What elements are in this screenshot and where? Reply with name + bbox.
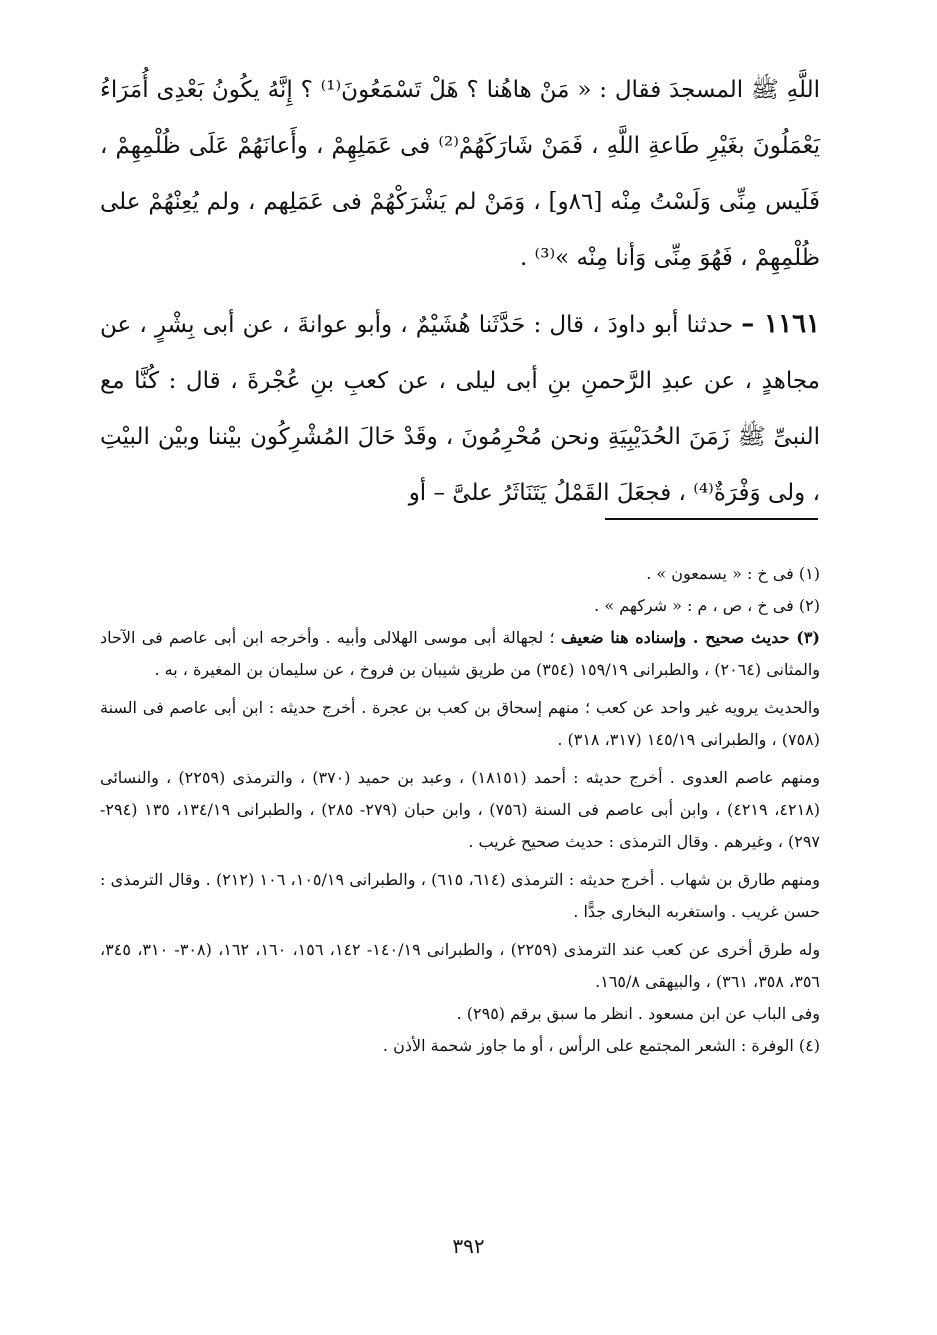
hadith-paragraph xyxy=(100,296,820,521)
footnotes-block xyxy=(100,558,820,1062)
footnote-3-paragraph-2: والحديث يرويه غير واحد عن كعب ؛ منهم إسحاق بن كعب بن عجرة . أخرج حديثه : ابن أبى عاصم فى السنة (٧٥٨) ، والطبرانى ١٤٥/١٩ (٣١٧، ٣١٨) . xyxy=(100,698,821,749)
hadith-text: حدثنا أبو داودَ ، قال : حَدَّثَنا هُشَيْمٌ ، وأبو عوانةَ ، عن أبى بِشْرٍ ، عن مجاهدٍ ، عن عبدِ الرَّحمنِ بنِ أبى ليلى ، عن كعبِ بنِ عُجْرةَ ، قال : كُنَّا مع النبىِّ ﷺ زَمَنَ الحُدَيْبِيَةِ ونحن مُحْرِمُونَ ، وقَدْ حَالَ المُشْرِكُون بيْننا وبيْن البيْتِ ، ولى وَفْرَةٌ⁽⁴⁾ ، فجعَلَ القَمْلُ يَتَنَاثَرُ علىَّ – أو xyxy=(100,312,820,506)
footnote-4: (٤) الوفرة : الشعر المجتمع على الرأس ، أو ما جاوز شحمة الأذن . xyxy=(382,1036,820,1055)
footnote-1: (١) فى خ : « يسمعون » . xyxy=(646,564,820,583)
hadith-number: ١١٦١ – xyxy=(741,309,820,339)
main-text-block xyxy=(100,62,820,521)
footnote-2: (٢) فى خ ، ص ، م : « شركهم » . xyxy=(594,596,820,615)
footnote-3-grading: (٣) حديث صحيح . وإسناده هنا ضعيف xyxy=(560,628,820,647)
footnote-3-paragraph-3: ومنهم عاصم العدوى . أخرج حديثه : أحمد (١٨١٥١) ، وعبد بن حميد (٣٧٠) ، والترمذى (٢٢٥٩) ، والنسائى (٤٢١٨، ٤٢١٩) ، وابن أبى عاصم فى السنة (٧٥٦) ، وابن حبان (٢٧٩- ٢٨٥) ، والطبرانى ١٣٤/١٩، ١٣٥ (٢٩٤- ٢٩٧) ، وغيرهم . وقال الترمذى : حديث صحيح غريب . xyxy=(100,768,821,851)
footnote-3-paragraph-6: وفى الباب عن ابن مسعود . انظر ما سبق برقم (٢٩٥) . xyxy=(456,1004,820,1023)
footnote-3 xyxy=(100,622,820,686)
footnote-3-text: ؛ لجهالة أبى موسى الهلالى وأبيه . وأخرجه ابن أبى عاصم فى الآحاد والمثانى (٢٠٦٤) ، والطبرانى ١٥٩/١٩ (٣٥٤) من طريق شيبان بن فروخ ، عن سليمان بن المغيرة ، به . xyxy=(100,628,820,679)
footnote-3-paragraph-4: ومنهم طارق بن شهاب . أخرج حديثه : الترمذى (٦١٤، ٦١٥) ، والطبرانى ١٠٥/١٩، ١٠٦ (٢١٢) . وقال الترمذى : حسن غريب . واستغربه البخارى جدًّا . xyxy=(100,870,821,921)
footnote-divider xyxy=(605,518,818,520)
main-paragraph-continuation: اللَّهِ ﷺ المسجدَ فقال : « مَنْ هاهُنا ؟ هَلْ تَسْمَعُونَ⁽¹⁾ ؟ إِنَّهُ يكُونُ بَعْدِى أُمَرَاءُ يَعْمَلُونَ بغَيْرِ طَاعةِ اللَّهِ ، فَمَنْ شَارَكَهُمْ⁽²⁾ فى عَمَلِهِمْ ، وأَعانَهُمْ عَلَى ظُلْمِهِمْ ، فَلَيس مِنِّى وَلَسْتُ مِنْه [٨٦و] ، وَمَنْ لم يَشْرَكْهُمْ فى عَمَلِهم ، ولم يُعِنْهُمْ على ظُلْمِهِمْ ، فَهُوَ مِنِّى وَأنا مِنْه »⁽³⁾ . xyxy=(100,77,820,271)
footnote-3-paragraph-5: وله طرق أخرى عن كعب عند الترمذى (٢٢٥٩) ، والطبرانى ١٤٠/١٩- ١٤٢، ١٥٦، ١٦٠، ١٦٢، (٣٠٨- ٣١٠، ٣٤٥، ٣٥٦، ٣٥٨، ٣٦١) ، والبيهقى ١٦٥/٨. xyxy=(100,940,821,991)
page-number: ٣٩٢ xyxy=(452,1234,485,1258)
